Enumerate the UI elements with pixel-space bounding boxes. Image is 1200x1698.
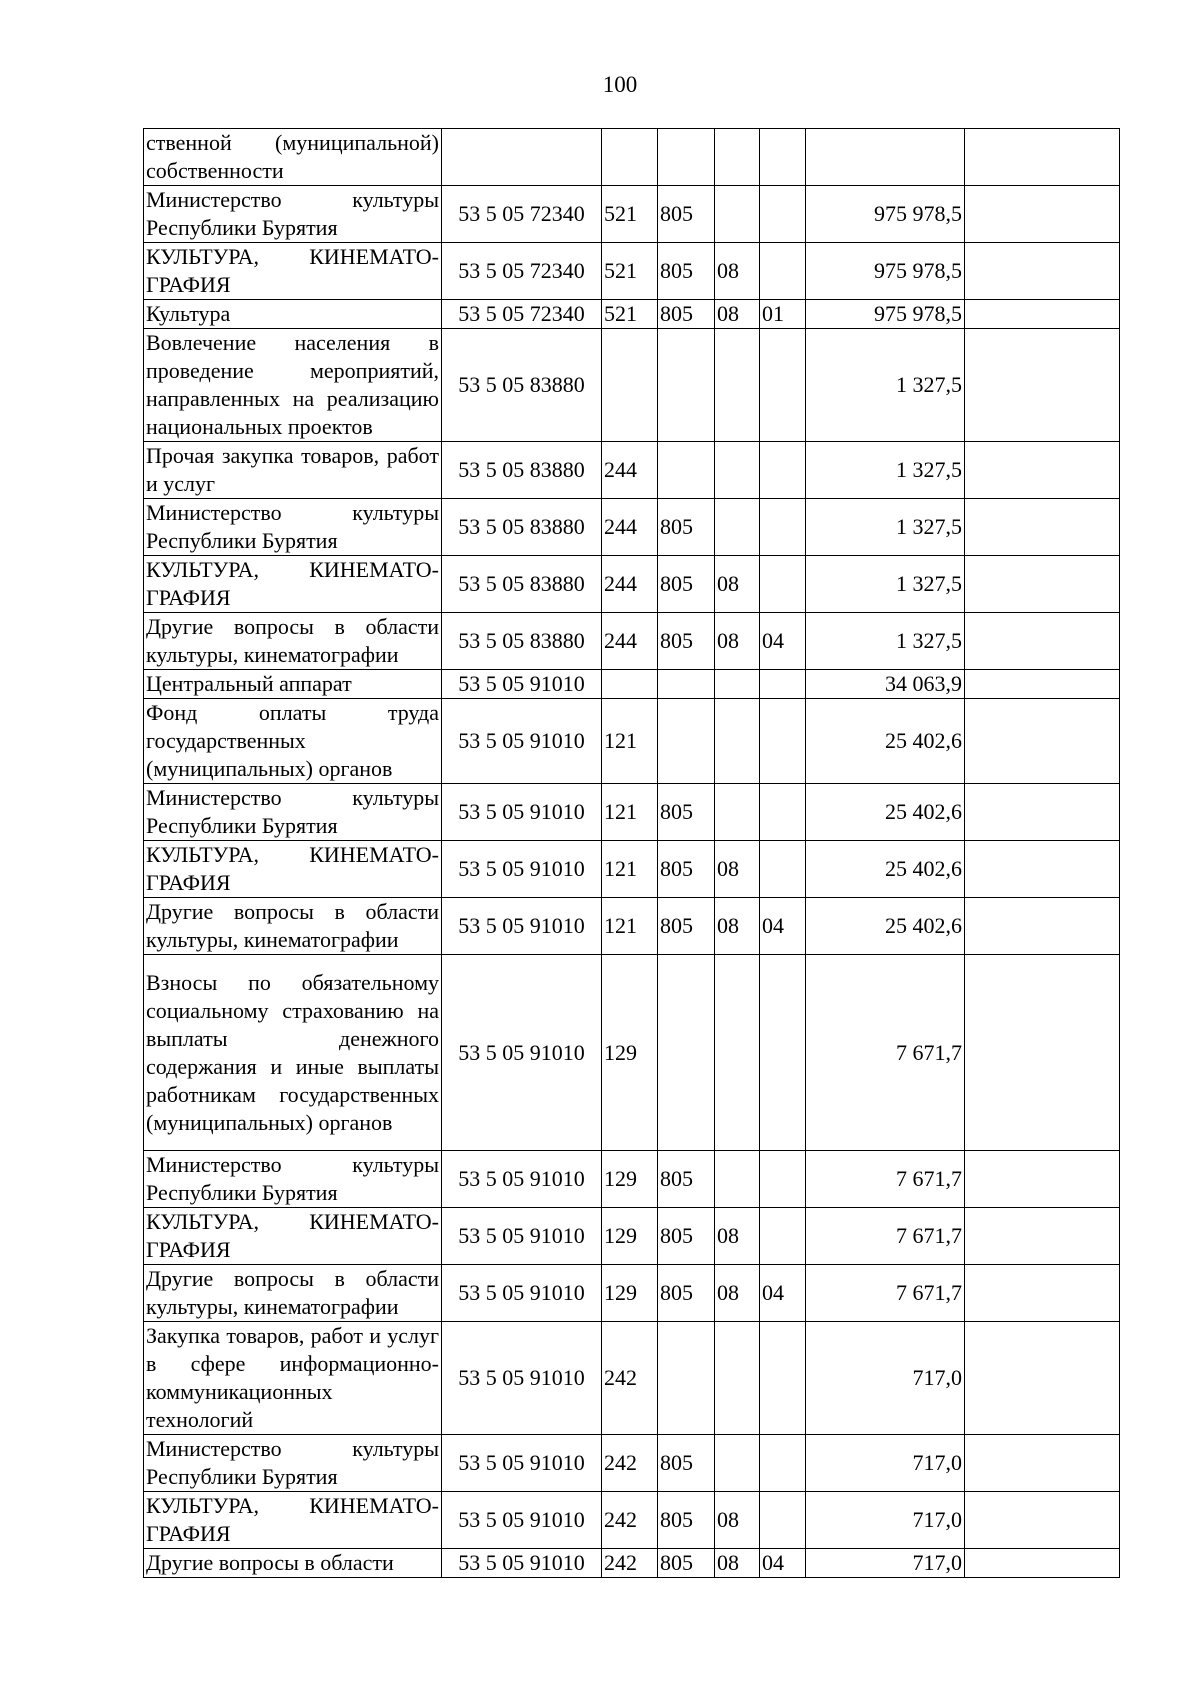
row-name: Министерство культуры Республики Бурятия: [144, 1151, 442, 1208]
row-target-article: 53 5 05 83880: [442, 499, 602, 556]
row-section: [715, 670, 760, 699]
row-amount: 7 671,7: [806, 955, 965, 1151]
row-extra: [965, 186, 1120, 243]
row-target-article: 53 5 05 83880: [442, 329, 602, 442]
row-subsection: 04: [760, 898, 806, 955]
row-target-article: 53 5 05 91010: [442, 1435, 602, 1492]
row-name: Министерство культуры Республики Бурятия: [144, 784, 442, 841]
row-name: Другие вопросы в области: [144, 1549, 442, 1578]
row-name: Взносы по обязательному социальному страхованию на выплаты денежного содержания и иные выплаты работникам государственных (муниципальных) органов: [144, 955, 442, 1151]
page-number: 100: [602, 72, 638, 97]
row-expense-type: 121: [602, 898, 658, 955]
row-amount: 975 978,5: [806, 186, 965, 243]
row-amount: 1 327,5: [806, 442, 965, 499]
row-subsection: [760, 186, 806, 243]
row-section: 08: [715, 613, 760, 670]
row-subsection: 04: [760, 1265, 806, 1322]
row-ministry-code: [658, 1322, 715, 1435]
row-ministry-code: 805: [658, 1151, 715, 1208]
row-section: 08: [715, 1265, 760, 1322]
row-extra: [965, 898, 1120, 955]
table-row: [144, 670, 1120, 699]
row-name: Закупка товаров, работ и услуг в сфере информационно-коммуникационных технологий: [144, 1322, 442, 1435]
table-row: [144, 613, 1120, 670]
row-name: Министерство культуры Республики Бурятия: [144, 499, 442, 556]
row-target-article: 53 5 05 91010: [442, 1151, 602, 1208]
row-amount: 1 327,5: [806, 613, 965, 670]
row-ministry-code: [658, 699, 715, 784]
table-row: [144, 841, 1120, 898]
row-expense-type: [602, 329, 658, 442]
row-ministry-code: 805: [658, 1492, 715, 1549]
row-section: [715, 129, 760, 186]
row-section: [715, 1322, 760, 1435]
row-extra: [965, 841, 1120, 898]
row-target-article: 53 5 05 91010: [442, 1265, 602, 1322]
row-extra: [965, 243, 1120, 300]
table-row: [144, 243, 1120, 300]
row-ministry-code: 805: [658, 499, 715, 556]
row-amount: 1 327,5: [806, 329, 965, 442]
row-target-article: 53 5 05 91010: [442, 1492, 602, 1549]
row-expense-type: 244: [602, 442, 658, 499]
row-name: Центральный аппарат: [144, 670, 442, 699]
row-name: Фонд оплаты труда государственных (муниципальных) органов: [144, 699, 442, 784]
row-target-article: 53 5 05 83880: [442, 613, 602, 670]
row-expense-type: 521: [602, 243, 658, 300]
row-ministry-code: 805: [658, 1435, 715, 1492]
row-expense-type: 121: [602, 841, 658, 898]
row-subsection: [760, 329, 806, 442]
row-extra: [965, 1322, 1120, 1435]
row-subsection: [760, 670, 806, 699]
row-target-article: [442, 129, 602, 186]
row-target-article: 53 5 05 72340: [442, 300, 602, 329]
row-subsection: 04: [760, 613, 806, 670]
budget-table-body: [144, 129, 1120, 1578]
row-name: Другие вопросы в области культуры, кинематографии: [144, 898, 442, 955]
row-extra: [965, 1265, 1120, 1322]
table-row: [144, 1322, 1120, 1435]
row-subsection: [760, 499, 806, 556]
row-ministry-code: 805: [658, 784, 715, 841]
row-extra: [965, 329, 1120, 442]
row-section: 08: [715, 1492, 760, 1549]
row-target-article: 53 5 05 83880: [442, 556, 602, 613]
row-subsection: [760, 1208, 806, 1265]
row-subsection: 01: [760, 300, 806, 329]
row-expense-type: 129: [602, 1151, 658, 1208]
row-target-article: 53 5 05 91010: [442, 784, 602, 841]
row-expense-type: 521: [602, 186, 658, 243]
row-extra: [965, 784, 1120, 841]
row-amount: 25 402,6: [806, 699, 965, 784]
row-amount: 717,0: [806, 1322, 965, 1435]
row-ministry-code: 805: [658, 1208, 715, 1265]
row-name: Другие вопросы в области культуры, кинематографии: [144, 1265, 442, 1322]
row-name: Культура: [144, 300, 442, 329]
table-row: [144, 1492, 1120, 1549]
row-name: КУЛЬТУРА, КИНЕМАТО-ГРАФИЯ: [144, 841, 442, 898]
row-expense-type: 121: [602, 699, 658, 784]
row-extra: [965, 1435, 1120, 1492]
row-target-article: 53 5 05 72340: [442, 243, 602, 300]
row-extra: [965, 499, 1120, 556]
row-expense-type: 244: [602, 613, 658, 670]
table-row: [144, 784, 1120, 841]
row-name: КУЛЬТУРА, КИНЕМАТО-ГРАФИЯ: [144, 1492, 442, 1549]
row-section: 08: [715, 1208, 760, 1265]
row-subsection: 04: [760, 1549, 806, 1578]
row-section: [715, 442, 760, 499]
row-amount: 1 327,5: [806, 556, 965, 613]
row-amount: 717,0: [806, 1492, 965, 1549]
row-target-article: 53 5 05 91010: [442, 898, 602, 955]
row-subsection: [760, 243, 806, 300]
row-amount: 717,0: [806, 1549, 965, 1578]
row-amount: 717,0: [806, 1435, 965, 1492]
row-expense-type: 242: [602, 1435, 658, 1492]
row-ministry-code: 805: [658, 556, 715, 613]
row-subsection: [760, 556, 806, 613]
row-target-article: 53 5 05 91010: [442, 670, 602, 699]
row-name: Прочая закупка товаров, работ и услуг: [144, 442, 442, 499]
row-ministry-code: 805: [658, 1265, 715, 1322]
row-ministry-code: 805: [658, 898, 715, 955]
row-extra: [965, 955, 1120, 1151]
table-row: [144, 1549, 1120, 1578]
row-ministry-code: 805: [658, 1549, 715, 1578]
table-row: [144, 442, 1120, 499]
row-section: [715, 1151, 760, 1208]
row-target-article: 53 5 05 91010: [442, 1549, 602, 1578]
row-extra: [965, 699, 1120, 784]
table-row: [144, 1265, 1120, 1322]
row-extra: [965, 1208, 1120, 1265]
row-target-article: 53 5 05 91010: [442, 1322, 602, 1435]
row-ministry-code: 805: [658, 841, 715, 898]
row-section: [715, 329, 760, 442]
row-amount: 34 063,9: [806, 670, 965, 699]
row-section: 08: [715, 300, 760, 329]
row-amount: 1 327,5: [806, 499, 965, 556]
row-section: [715, 699, 760, 784]
row-target-article: 53 5 05 91010: [442, 841, 602, 898]
row-amount: 975 978,5: [806, 300, 965, 329]
row-section: 08: [715, 1549, 760, 1578]
row-ministry-code: [658, 329, 715, 442]
row-subsection: [760, 841, 806, 898]
table-row: [144, 898, 1120, 955]
row-amount: 25 402,6: [806, 784, 965, 841]
table-row: [144, 1151, 1120, 1208]
row-section: 08: [715, 243, 760, 300]
row-expense-type: 242: [602, 1492, 658, 1549]
row-target-article: 53 5 05 72340: [442, 186, 602, 243]
row-extra: [965, 670, 1120, 699]
row-expense-type: 129: [602, 955, 658, 1151]
row-amount: 7 671,7: [806, 1265, 965, 1322]
row-extra: [965, 1549, 1120, 1578]
row-subsection: [760, 1151, 806, 1208]
row-name: Министерство культуры Республики Бурятия: [144, 1435, 442, 1492]
row-subsection: [760, 699, 806, 784]
row-expense-type: 244: [602, 499, 658, 556]
row-expense-type: 242: [602, 1322, 658, 1435]
row-subsection: [760, 784, 806, 841]
budget-table: [143, 128, 1120, 1578]
row-ministry-code: [658, 129, 715, 186]
row-expense-type: 121: [602, 784, 658, 841]
row-extra: [965, 1151, 1120, 1208]
row-name: КУЛЬТУРА, КИНЕМАТО-ГРАФИЯ: [144, 1208, 442, 1265]
row-ministry-code: 805: [658, 613, 715, 670]
row-name: КУЛЬТУРА, КИНЕМАТО-ГРАФИЯ: [144, 243, 442, 300]
table-row: [144, 329, 1120, 442]
row-amount: 7 671,7: [806, 1208, 965, 1265]
row-expense-type: 129: [602, 1208, 658, 1265]
row-amount: 25 402,6: [806, 898, 965, 955]
row-amount: [806, 129, 965, 186]
row-expense-type: 242: [602, 1549, 658, 1578]
row-extra: [965, 1492, 1120, 1549]
row-amount: 25 402,6: [806, 841, 965, 898]
row-section: [715, 784, 760, 841]
row-section: [715, 1435, 760, 1492]
row-expense-type: 129: [602, 1265, 658, 1322]
row-section: [715, 186, 760, 243]
table-row: [144, 556, 1120, 613]
row-subsection: [760, 1435, 806, 1492]
row-amount: 7 671,7: [806, 1151, 965, 1208]
row-extra: [965, 300, 1120, 329]
row-target-article: 53 5 05 91010: [442, 1208, 602, 1265]
row-extra: [965, 129, 1120, 186]
table-row: [144, 129, 1120, 186]
row-subsection: [760, 442, 806, 499]
row-target-article: 53 5 05 83880: [442, 442, 602, 499]
row-section: [715, 955, 760, 1151]
row-extra: [965, 442, 1120, 499]
row-section: [715, 499, 760, 556]
row-section: 08: [715, 841, 760, 898]
row-expense-type: 244: [602, 556, 658, 613]
row-name: Министерство культуры Республики Бурятия: [144, 186, 442, 243]
row-section: 08: [715, 556, 760, 613]
row-extra: [965, 613, 1120, 670]
table-row: [144, 186, 1120, 243]
row-expense-type: [602, 670, 658, 699]
row-extra: [965, 556, 1120, 613]
row-ministry-code: 805: [658, 186, 715, 243]
row-name: Вовлечение населения в проведение мероприятий, направленных на реализацию национальных проектов: [144, 329, 442, 442]
row-expense-type: [602, 129, 658, 186]
table-row: [144, 300, 1120, 329]
row-name: Другие вопросы в области культуры, кинематографии: [144, 613, 442, 670]
row-target-article: 53 5 05 91010: [442, 699, 602, 784]
row-ministry-code: 805: [658, 243, 715, 300]
row-amount: 975 978,5: [806, 243, 965, 300]
row-name: ственной (муниципальной) собственности: [144, 129, 442, 186]
row-subsection: [760, 955, 806, 1151]
row-ministry-code: [658, 955, 715, 1151]
row-ministry-code: [658, 670, 715, 699]
row-name: КУЛЬТУРА, КИНЕМАТО-ГРАФИЯ: [144, 556, 442, 613]
table-row: [144, 955, 1120, 1151]
row-subsection: [760, 1322, 806, 1435]
row-expense-type: 521: [602, 300, 658, 329]
row-ministry-code: 805: [658, 300, 715, 329]
row-section: 08: [715, 898, 760, 955]
row-subsection: [760, 1492, 806, 1549]
table-row: [144, 699, 1120, 784]
row-subsection: [760, 129, 806, 186]
table-row: [144, 1208, 1120, 1265]
row-target-article: 53 5 05 91010: [442, 955, 602, 1151]
table-row: [144, 499, 1120, 556]
row-ministry-code: [658, 442, 715, 499]
table-row: [144, 1435, 1120, 1492]
